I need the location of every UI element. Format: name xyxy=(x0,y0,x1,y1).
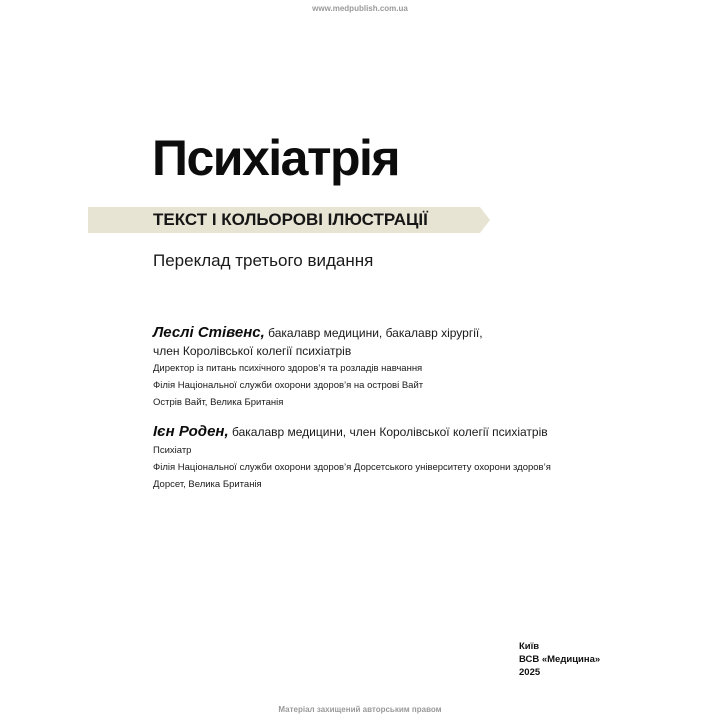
author-location: Острів Вайт, Велика Британія xyxy=(153,397,284,408)
imprint-year: 2025 xyxy=(519,667,541,678)
watermark-top: www.medpublish.com.ua xyxy=(312,4,408,13)
publisher-imprint xyxy=(519,640,600,679)
author-credentials: бакалавр медицини, член Королівської колегії психіатрів xyxy=(228,425,548,439)
imprint-city: Київ xyxy=(519,641,540,652)
book-subtitle: ТЕКСТ І КОЛЬОРОВІ ІЛЮСТРАЦІЇ xyxy=(153,210,428,229)
author-name: Ієн Роден, xyxy=(153,423,229,440)
author-position: Директор із питань психічного здоров’я та розладів навчання xyxy=(153,363,423,374)
author-credentials: бакалавр медицини, бакалавр хірургії, xyxy=(264,326,483,340)
author-location: Дорсет, Велика Британія xyxy=(153,479,262,490)
author-block-roden xyxy=(153,423,551,493)
author-block-stevens xyxy=(153,324,483,411)
edition-note: Переклад третього видання xyxy=(153,251,374,270)
imprint-publisher: ВСВ «Медицина» xyxy=(519,654,601,665)
book-title: Психіатрія xyxy=(152,130,400,186)
watermark-bottom: Матеріал захищений авторським правом xyxy=(278,705,442,714)
author-name: Леслі Стівенс, xyxy=(153,324,265,341)
author-affiliation: Філія Національної служби охорони здоров’я Дорсетського університету охорони здоров’я xyxy=(153,462,551,473)
author-affiliation: Філія Національної служби охорони здоров’я на острові Вайт xyxy=(153,380,424,391)
author-heading xyxy=(153,423,551,442)
author-position: Психіатр xyxy=(153,445,192,456)
subtitle-banner xyxy=(88,207,490,233)
author-heading xyxy=(153,324,483,343)
author-credentials-cont: член Королівської колегії психіатрів xyxy=(153,344,352,358)
